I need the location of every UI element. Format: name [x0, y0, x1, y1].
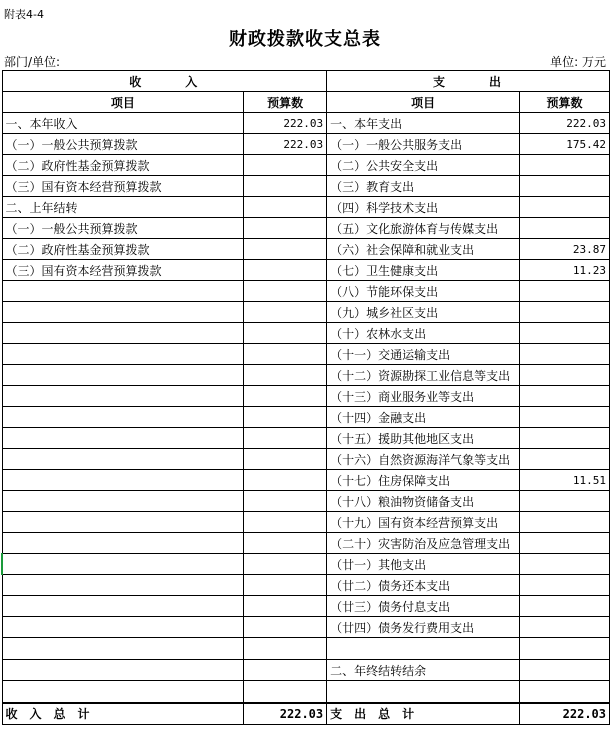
expense-item-cell — [327, 681, 520, 703]
income-item-cell — [2, 323, 244, 344]
income-budget-cell — [244, 638, 327, 660]
income-item-cell: （三）国有资本经营预算拨款 — [2, 176, 244, 197]
table-row — [2, 323, 610, 344]
income-budget-cell — [244, 176, 327, 197]
income-budget-cell — [244, 302, 327, 323]
income-budget-cell: 222.03 — [244, 113, 327, 134]
income-item-cell — [2, 575, 244, 596]
table-row — [2, 681, 610, 703]
income-budget-cell — [244, 197, 327, 218]
income-item-cell: 二、上年结转 — [2, 197, 244, 218]
income-budget-cell — [244, 470, 327, 491]
income-budget-cell — [244, 617, 327, 638]
expense-item-cell: （十一）交通运输支出 — [327, 344, 520, 365]
expense-budget-cell — [520, 512, 610, 533]
income-item-cell — [2, 491, 244, 512]
expense-budget-cell — [520, 218, 610, 239]
expense-item-cell: （十八）粮油物资储备支出 — [327, 491, 520, 512]
expense-item-cell: （廿一）其他支出 — [327, 554, 520, 575]
dept-label: 部门/单位: — [4, 55, 61, 69]
expense-budget-cell — [520, 449, 610, 470]
income-item-cell — [2, 512, 244, 533]
income-item-cell: 一、本年收入 — [2, 113, 244, 134]
income-budget-cell — [244, 596, 327, 617]
table-row — [2, 302, 610, 323]
income-total-label: 收 入 总 计 — [2, 703, 244, 725]
table-note: 附表4-4 — [4, 8, 44, 21]
income-item-cell — [2, 533, 244, 554]
income-budget-cell — [244, 260, 327, 281]
expense-item-cell: （十二）资源勘探工业信息等支出 — [327, 365, 520, 386]
expense-item-cell: （廿二）债务还本支出 — [327, 575, 520, 596]
income-item-cell: （一）一般公共预算拨款 — [2, 134, 244, 155]
total-row — [2, 703, 610, 725]
income-budget-cell — [244, 281, 327, 302]
income-budget-cell — [244, 554, 327, 575]
expense-budget-cell — [520, 533, 610, 554]
expense-item-cell: （二十）灾害防治及应急管理支出 — [327, 533, 520, 554]
expense-total-label: 支 出 总 计 — [327, 703, 520, 725]
income-budget-cell — [244, 386, 327, 407]
table-row — [2, 533, 610, 554]
income-budget-cell — [244, 323, 327, 344]
table-row — [2, 197, 610, 218]
expense-budget-cell: 11.23 — [520, 260, 610, 281]
expense-budget-cell — [520, 596, 610, 617]
expense-total-value: 222.03 — [520, 703, 610, 725]
expense-item-cell: （五）文化旅游体育与传媒支出 — [327, 218, 520, 239]
table-row — [2, 554, 610, 575]
expense-budget-cell — [520, 386, 610, 407]
expense-item-cell: （九）城乡社区支出 — [327, 302, 520, 323]
expense-budget-cell — [520, 660, 610, 681]
expense-item-header: 项目 — [327, 92, 520, 113]
expense-item-cell: （四）科学技术支出 — [327, 197, 520, 218]
expense-item-cell: （十九）国有资本经营预算支出 — [327, 512, 520, 533]
expense-budget-cell — [520, 428, 610, 449]
table-row — [2, 407, 610, 428]
expense-item-cell: （八）节能环保支出 — [327, 281, 520, 302]
expense-budget-cell — [520, 323, 610, 344]
income-item-cell — [2, 428, 244, 449]
expense-header: 支 出 — [327, 71, 610, 92]
page-title: 财政拨款收支总表 — [229, 29, 381, 50]
expense-item-cell: （七）卫生健康支出 — [327, 260, 520, 281]
table-row — [2, 575, 610, 596]
income-item-cell: （三）国有资本经营预算拨款 — [2, 260, 244, 281]
expense-item-cell: （一）一般公共服务支出 — [327, 134, 520, 155]
table-row — [2, 449, 610, 470]
table-row — [2, 638, 610, 660]
section-header-row — [2, 71, 610, 92]
table-row — [2, 386, 610, 407]
expense-budget-cell — [520, 365, 610, 386]
income-budget-cell: 222.03 — [244, 134, 327, 155]
income-item-cell — [2, 660, 244, 681]
expense-item-cell: （廿四）债务发行费用支出 — [327, 617, 520, 638]
expense-budget-header: 预算数 — [520, 92, 610, 113]
expense-item-cell — [327, 638, 520, 660]
expense-item-cell: 二、年终结转结余 — [327, 660, 520, 681]
income-budget-cell — [244, 575, 327, 596]
income-budget-cell — [244, 407, 327, 428]
income-budget-cell — [244, 155, 327, 176]
income-budget-cell — [244, 533, 327, 554]
table-row — [2, 113, 610, 134]
expense-budget-cell — [520, 281, 610, 302]
income-item-cell — [2, 617, 244, 638]
expense-item-cell: （十三）商业服务业等支出 — [327, 386, 520, 407]
expense-budget-cell — [520, 638, 610, 660]
income-item-cell — [2, 281, 244, 302]
income-budget-cell — [244, 428, 327, 449]
table-row — [2, 365, 610, 386]
income-item-cell — [2, 638, 244, 660]
expense-budget-cell — [520, 155, 610, 176]
expense-budget-cell: 11.51 — [520, 470, 610, 491]
income-budget-cell — [244, 365, 327, 386]
table-row — [2, 660, 610, 681]
table-row — [2, 470, 610, 491]
expense-budget-cell — [520, 575, 610, 596]
expense-budget-cell — [520, 407, 610, 428]
income-item-cell — [2, 302, 244, 323]
expense-item-cell: （十）农林水支出 — [327, 323, 520, 344]
expense-budget-cell — [520, 554, 610, 575]
table-row — [2, 176, 610, 197]
table-row — [2, 281, 610, 302]
column-header-row — [2, 92, 610, 113]
income-budget-cell — [244, 218, 327, 239]
income-budget-cell — [244, 660, 327, 681]
income-budget-header: 预算数 — [244, 92, 327, 113]
income-header: 收 入 — [2, 71, 327, 92]
income-item-cell — [2, 344, 244, 365]
unit-label: 单位: 万元 — [550, 55, 606, 69]
table-row — [2, 512, 610, 533]
income-budget-cell — [244, 449, 327, 470]
income-item-cell — [2, 449, 244, 470]
fiscal-table — [1, 70, 610, 725]
income-item-cell — [2, 407, 244, 428]
income-item-cell — [2, 365, 244, 386]
income-budget-cell — [244, 239, 327, 260]
income-item-cell: （二）政府性基金预算拨款 — [2, 155, 244, 176]
income-item-cell — [2, 681, 244, 703]
expense-budget-cell: 23.87 — [520, 239, 610, 260]
table-row — [2, 155, 610, 176]
expense-item-cell: （十六）自然资源海洋气象等支出 — [327, 449, 520, 470]
table-row — [2, 596, 610, 617]
table-row — [2, 344, 610, 365]
income-item-cell: （一）一般公共预算拨款 — [2, 218, 244, 239]
expense-item-cell: （十七）住房保障支出 — [327, 470, 520, 491]
expense-budget-cell — [520, 617, 610, 638]
expense-budget-cell: 222.03 — [520, 113, 610, 134]
expense-budget-cell — [520, 176, 610, 197]
table-row — [2, 134, 610, 155]
table-row — [2, 428, 610, 449]
expense-budget-cell — [520, 681, 610, 703]
income-item-cell — [2, 596, 244, 617]
expense-budget-cell: 175.42 — [520, 134, 610, 155]
expense-item-cell: 一、本年支出 — [327, 113, 520, 134]
expense-item-cell: （廿三）债务付息支出 — [327, 596, 520, 617]
income-budget-cell — [244, 344, 327, 365]
table-row — [2, 239, 610, 260]
income-item-header: 项目 — [2, 92, 244, 113]
expense-budget-cell — [520, 344, 610, 365]
income-item-cell — [2, 386, 244, 407]
table-row — [2, 218, 610, 239]
expense-budget-cell — [520, 197, 610, 218]
income-total-value: 222.03 — [244, 703, 327, 725]
expense-item-cell: （十五）援助其他地区支出 — [327, 428, 520, 449]
income-budget-cell — [244, 681, 327, 703]
expense-budget-cell — [520, 491, 610, 512]
table-row — [2, 260, 610, 281]
table-row — [2, 491, 610, 512]
income-item-cell — [2, 470, 244, 491]
expense-budget-cell — [520, 302, 610, 323]
income-budget-cell — [244, 512, 327, 533]
income-item-cell — [2, 554, 244, 575]
expense-item-cell: （二）公共安全支出 — [327, 155, 520, 176]
expense-item-cell: （十四）金融支出 — [327, 407, 520, 428]
expense-item-cell: （三）教育支出 — [327, 176, 520, 197]
income-budget-cell — [244, 491, 327, 512]
table-row — [2, 617, 610, 638]
expense-item-cell: （六）社会保障和就业支出 — [327, 239, 520, 260]
income-item-cell: （二）政府性基金预算拨款 — [2, 239, 244, 260]
